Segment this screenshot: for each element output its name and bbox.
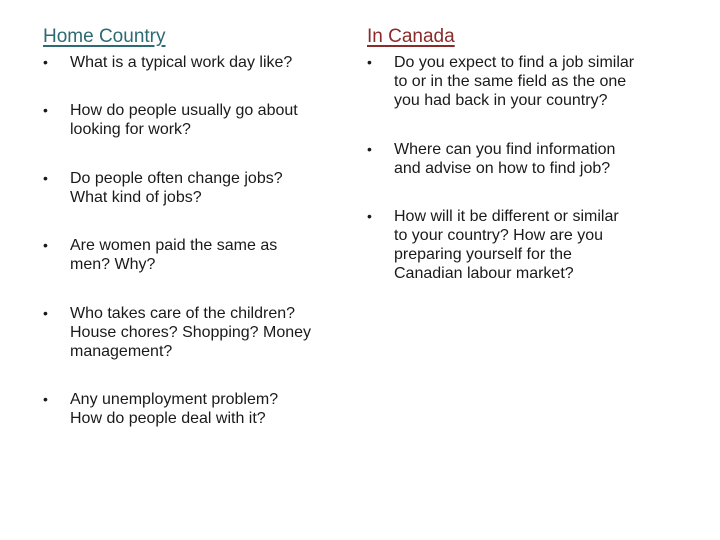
list-item [367,140,697,180]
list-item [43,236,343,276]
list-item [43,53,343,75]
list-item-text: Do people often change jobs? What kind of jobs? [70,170,283,206]
bullet-icon: • [43,237,48,253]
list-item-text: Where can you find information and advise on how to find job? [394,141,616,177]
bullet-icon: • [43,170,48,186]
list-item [43,304,343,364]
list-item-text: How do people usually go about looking for work? [70,102,298,138]
bullet-icon: • [367,141,372,157]
list-item [43,169,343,209]
bullet-icon: • [367,208,372,224]
list-item [43,390,343,430]
bullet-icon: • [43,54,48,70]
list-item [367,53,697,113]
list-item-text: Who takes care of the children? House chores? Shopping? Money management? [70,305,312,360]
list-item [367,207,697,287]
list-item-text: How will it be different or similar to your country? How are you preparing yourself for the Canadian labour market? [394,208,619,282]
home-country-heading: Home Country [43,26,166,47]
bullet-icon: • [43,102,48,118]
in-canada-heading: In Canada [367,26,455,47]
bullet-icon: • [43,391,48,407]
bullet-icon: • [367,54,372,70]
list-item-text: Are women paid the same as men? Why? [70,237,278,273]
list-item-text: What is a typical work day like? [70,54,293,71]
bullet-icon: • [43,305,48,321]
list-item [43,101,343,141]
list-item-text: Do you expect to find a job similar to or in the same field as the one you had back in your country? [394,54,635,109]
list-item-text: Any unemployment problem? How do people deal with it? [70,391,279,427]
